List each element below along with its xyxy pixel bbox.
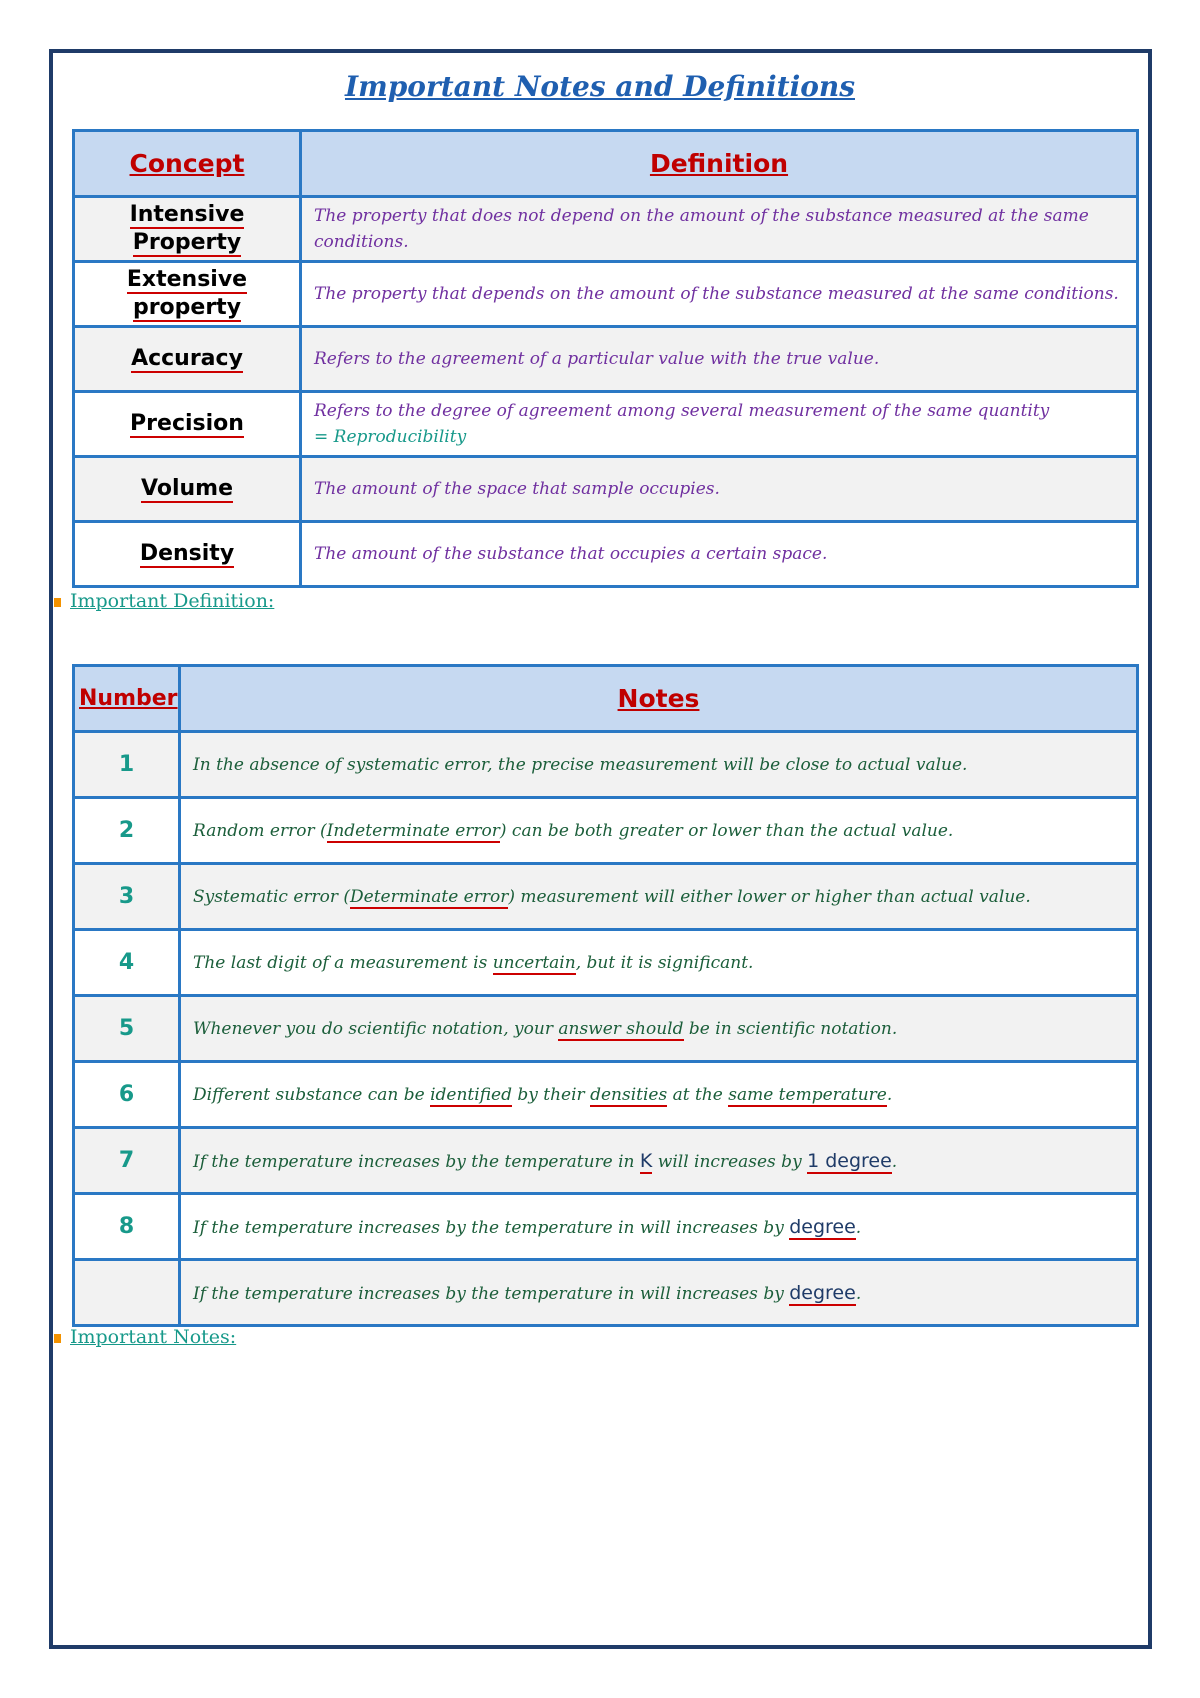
note-fragment: In the absence of systematic error, the precise measurement will be close to actual value. bbox=[193, 754, 968, 775]
underlined-term: answer should bbox=[558, 1018, 684, 1039]
note-fragment: at the bbox=[667, 1084, 729, 1105]
note-text bbox=[180, 732, 1138, 798]
concept-cell bbox=[74, 392, 301, 457]
note-fragment: ) can be both greater or lower than the actual value. bbox=[499, 820, 954, 841]
note-fragment: Different substance can be bbox=[193, 1084, 431, 1105]
note-text bbox=[180, 930, 1138, 996]
note-text bbox=[180, 798, 1138, 864]
note-fragment: . bbox=[855, 1283, 862, 1304]
definition-text: The property that depends on the amount of the substance measured at the same conditions. bbox=[314, 284, 1119, 304]
note-fragment: Random error ( bbox=[193, 820, 327, 841]
note-fragment: If the temperature increases by the temperature in will increases by bbox=[193, 1217, 790, 1238]
definition-text: Refers to the degree of agreement among several measurement of the same quantity bbox=[314, 401, 1050, 421]
definitions-header-row bbox=[74, 131, 1138, 197]
concept-cell bbox=[74, 262, 301, 327]
concept-term: Intensive Property bbox=[129, 202, 245, 255]
note-number: 3 bbox=[74, 864, 180, 930]
concept-cell bbox=[74, 522, 301, 587]
note-fragment: by their bbox=[511, 1084, 591, 1105]
note-text bbox=[180, 1062, 1138, 1128]
note-fragment: will increases by bbox=[652, 1151, 808, 1172]
note-row bbox=[74, 1260, 1138, 1326]
definition-row bbox=[74, 522, 1138, 587]
underlined-term: uncertain bbox=[492, 952, 576, 973]
definition-cell bbox=[301, 197, 1138, 262]
definition-text: The property that does not depend on the amount of the substance measured at the same conditions. bbox=[314, 206, 1089, 252]
definition-header: Definition bbox=[301, 131, 1138, 197]
note-text bbox=[180, 864, 1138, 930]
definitions-table bbox=[72, 129, 1139, 588]
note-row bbox=[74, 1128, 1138, 1194]
note-fragment: If the temperature increases by the temperature in bbox=[193, 1151, 640, 1172]
important-notes-label: Important Notes: bbox=[54, 1326, 236, 1348]
definition-cell bbox=[301, 457, 1138, 522]
note-row bbox=[74, 930, 1138, 996]
concept-header: Concept bbox=[74, 131, 301, 197]
note-number: 8 bbox=[74, 1194, 180, 1260]
note-number: 1 bbox=[74, 732, 180, 798]
note-row bbox=[74, 996, 1138, 1062]
definition-row bbox=[74, 327, 1138, 392]
underlined-term: Determinate error bbox=[350, 886, 509, 907]
note-number: 2 bbox=[74, 798, 180, 864]
underlined-term: K bbox=[639, 1149, 653, 1172]
note-row bbox=[74, 798, 1138, 864]
note-text bbox=[180, 1260, 1138, 1326]
note-text bbox=[180, 996, 1138, 1062]
definition-row bbox=[74, 262, 1138, 327]
underlined-term: densities bbox=[590, 1084, 668, 1105]
underlined-term: degree bbox=[789, 1215, 856, 1238]
underlined-term: same temperature bbox=[728, 1084, 887, 1105]
underlined-term: Indeterminate error bbox=[326, 820, 500, 841]
bullet-icon bbox=[54, 1334, 61, 1343]
note-fragment: . bbox=[891, 1151, 898, 1172]
concept-cell bbox=[74, 327, 301, 392]
note-fragment: be in scientific notation. bbox=[683, 1018, 898, 1039]
concept-term: Accuracy bbox=[131, 346, 243, 371]
notes-header-row bbox=[74, 666, 1138, 732]
definition-cell bbox=[301, 522, 1138, 587]
concept-cell bbox=[74, 197, 301, 262]
note-row bbox=[74, 864, 1138, 930]
note-row bbox=[74, 1062, 1138, 1128]
note-number: 4 bbox=[74, 930, 180, 996]
note-row bbox=[74, 1194, 1138, 1260]
note-number: 5 bbox=[74, 996, 180, 1062]
concept-term: Extensive property bbox=[126, 267, 248, 320]
note-number bbox=[74, 1260, 180, 1326]
definition-row bbox=[74, 392, 1138, 457]
number-header: Number bbox=[74, 666, 180, 732]
concept-term: Density bbox=[139, 541, 235, 566]
note-fragment: will increases by bbox=[639, 1283, 790, 1304]
note-fragment: . bbox=[886, 1084, 893, 1105]
underlined-term: identified bbox=[430, 1084, 512, 1105]
definition-text: Refers to the agreement of a particular value with the true value. bbox=[314, 349, 880, 369]
note-fragment: Systematic error ( bbox=[193, 886, 351, 907]
note-fragment: The last digit of a measurement is bbox=[193, 952, 493, 973]
note-fragment: , but it is significant. bbox=[575, 952, 754, 973]
definition-cell bbox=[301, 262, 1138, 327]
definition-text: The amount of the substance that occupies a certain space. bbox=[314, 544, 828, 564]
notes-table bbox=[72, 664, 1139, 1327]
note-fragment: If the temperature increases by the temperature in bbox=[193, 1283, 640, 1304]
note-fragment: ) measurement will either lower or higher than actual value. bbox=[508, 886, 1031, 907]
definition-row bbox=[74, 457, 1138, 522]
bullet-icon bbox=[54, 598, 61, 607]
note-fragment: . bbox=[855, 1217, 862, 1238]
note-row bbox=[74, 732, 1138, 798]
definition-text: The amount of the space that sample occupies. bbox=[314, 479, 720, 499]
note-text bbox=[180, 1194, 1138, 1260]
notes-header: Notes bbox=[180, 666, 1138, 732]
underlined-term: 1 degree bbox=[807, 1149, 892, 1172]
note-number: 7 bbox=[74, 1128, 180, 1194]
note-number: 6 bbox=[74, 1062, 180, 1128]
concept-term: Precision bbox=[130, 411, 244, 436]
important-definition-label: Important Definition: bbox=[54, 590, 274, 612]
definition-cell bbox=[301, 327, 1138, 392]
definition-cell bbox=[301, 392, 1138, 457]
concept-term: Volume bbox=[141, 476, 233, 501]
underlined-term: degree bbox=[789, 1281, 856, 1304]
definition-extra: = Reproducibility bbox=[314, 427, 467, 447]
definition-row bbox=[74, 197, 1138, 262]
note-fragment: Whenever you do scientific notation, your bbox=[193, 1018, 559, 1039]
page-title: Important Notes and Definitions bbox=[344, 70, 855, 103]
note-text bbox=[180, 1128, 1138, 1194]
concept-cell bbox=[74, 457, 301, 522]
